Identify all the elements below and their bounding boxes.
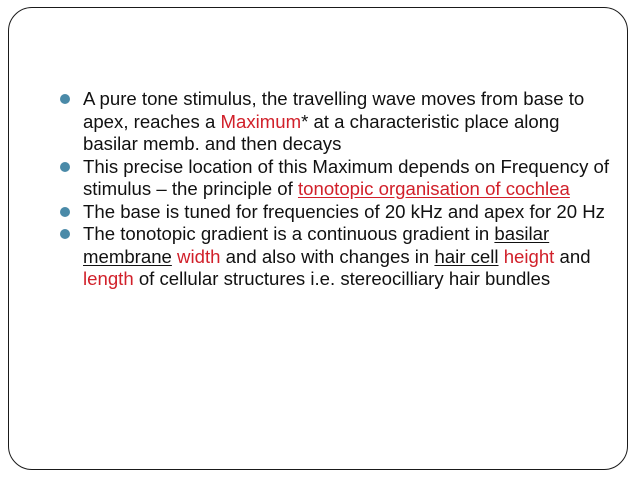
bullet-text: A pure tone stimulus, the travelling wave moves from base to apex, reaches a [83,88,585,132]
bullet-dot-icon [60,207,70,217]
highlight-length: length [83,268,134,289]
bullet-text: and [554,245,591,267]
highlight-height: height [503,245,555,267]
bullet-dot-icon [60,229,70,239]
bullet-text: * at a characteristic place along basilar memb. and then decays [83,110,560,154]
bullet-dot-icon [60,94,70,104]
bullet-item-tuning [57,201,617,224]
underlined-hair-cell: hair cell [434,245,499,267]
bullet-item-location [57,156,617,201]
slide-frame [8,7,628,470]
bullet-text: The tonotopic gradient is a continuous gradient in [83,223,495,244]
bullet-dot-icon [60,162,70,172]
highlight-tonotopic: tonotopic organisation of cochlea [297,178,570,199]
underlined-basilar-membrane: basilar membrane [83,223,550,267]
bullet-list [57,88,617,291]
bullet-text: This precise location of this Maximum depends on Frequency of stimulus – the principle of [83,155,610,199]
bullet-text: of cellular structures i.e. stereocilliary hair bundles [133,268,551,289]
highlight-maximum: Maximum [220,110,302,132]
bullet-item-gradient [57,223,617,291]
bullet-text: and also with changes in [220,245,435,267]
bullet-item-travelling-wave [57,88,617,156]
highlight-width: width [177,245,221,267]
bullet-text: The base is tuned for frequencies of 20 kHz and apex for 20 Hz [83,200,605,222]
